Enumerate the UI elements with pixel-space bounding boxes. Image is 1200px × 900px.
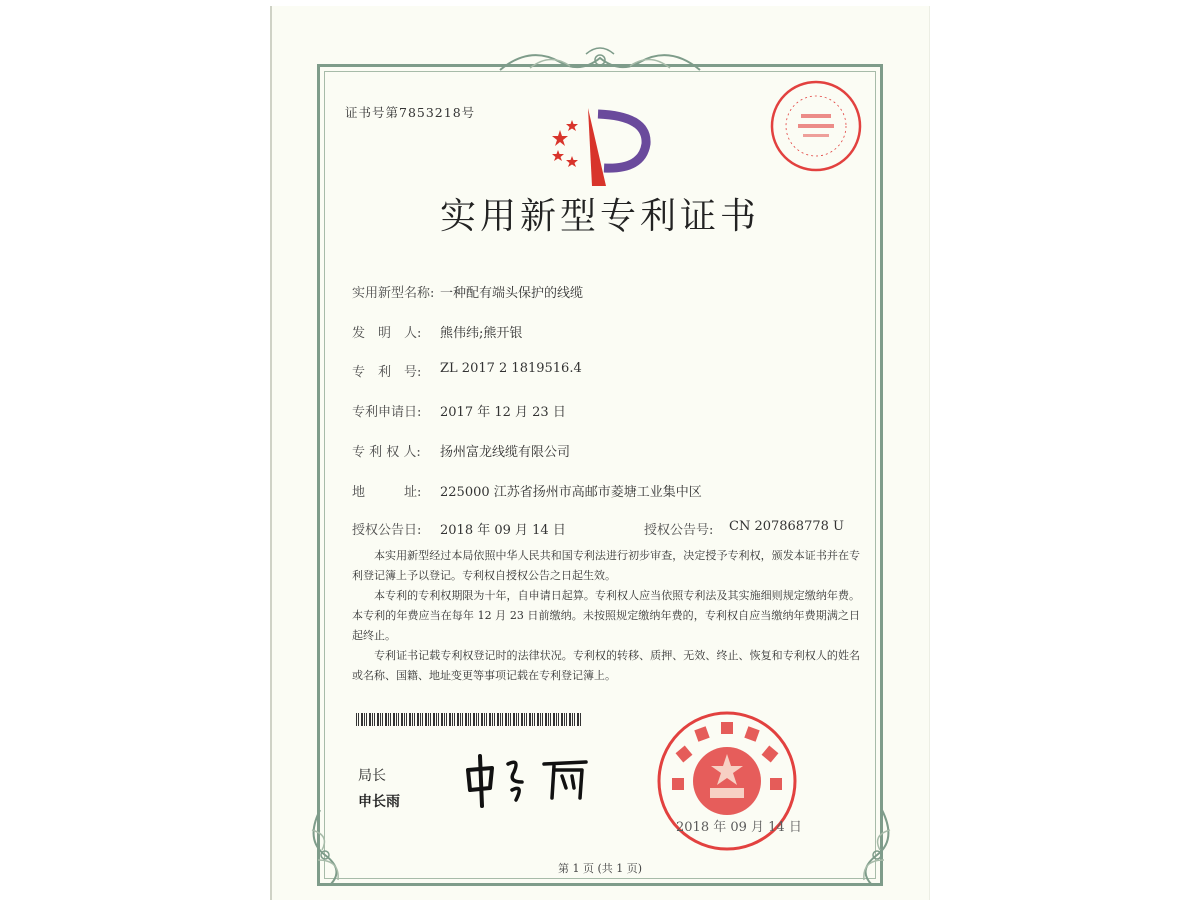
- certificate-number: 证书号第7853218号: [345, 105, 476, 120]
- patent-office-logo-icon: [548, 106, 660, 188]
- body-paragraph: 专利证书记载专利权登记时的法律状况。专利权的转移、质押、无效、终止、恢复和专利权人的姓名或名称、国籍、地址变更等事项记载在专利登记簿上。: [352, 649, 860, 682]
- body-paragraph: 本专利的专利权期限为十年，自申请日起算。专利权人应当依照专利法及其实施细则规定缴纳年费。本专利的年费应当在每年 12 月 23 日前缴纳。未按照规定缴纳年费的，专利权自应当缴纳年费期满之日起终止。: [352, 589, 860, 642]
- small-red-seal-icon: [768, 78, 864, 174]
- certificate-title: 实用新型专利证书: [439, 196, 760, 237]
- announcement-number-label: 授权公告号:: [644, 523, 714, 538]
- bottom-left-ornament: [300, 800, 370, 890]
- announcement-date-label: 授权公告日:: [352, 523, 422, 538]
- field-label-name: 实用新型名称:: [352, 286, 435, 301]
- body-paragraph: 本实用新型经过本局依照中华人民共和国专利法进行初步审查，决定授予专利权，颁发本证书并在专利登记簿上予以登记。专利权自授权公告之日起生效。: [352, 549, 860, 582]
- field-value-patent-number: ZL 2017 2 1819516.4: [440, 361, 582, 376]
- top-ornament: [490, 40, 710, 80]
- field-value-address: 225000 江苏省扬州市高邮市菱塘工业集中区: [440, 485, 702, 500]
- field-label-application-date: 专利申请日:: [352, 405, 422, 420]
- field-label-patentee: 专 利 权 人:: [352, 445, 421, 460]
- director-title: 局长: [358, 768, 386, 784]
- field-label-inventor: 发 明 人:: [352, 326, 422, 341]
- field-value-application-date: 2017 年 12 月 23 日: [440, 405, 566, 420]
- announcement-number-value: CN 207868778 U: [729, 519, 844, 534]
- seal-date: 2018 年 09 月 14 日: [676, 820, 802, 835]
- director-name: 申长雨: [358, 794, 400, 810]
- field-value-name: 一种配有端头保护的线缆: [440, 286, 584, 301]
- field-label-address: 地 址:: [352, 485, 422, 500]
- announcement-date-value: 2018 年 09 月 14 日: [440, 523, 566, 538]
- barcode: [356, 713, 582, 726]
- field-label-patent-number: 专 利 号:: [352, 365, 422, 380]
- bottom-right-ornament: [832, 800, 902, 890]
- page-number: 第 1 页 (共 1 页): [557, 862, 643, 875]
- director-signature: [458, 748, 608, 812]
- field-value-inventor: 熊伟纬;熊开银: [440, 326, 523, 341]
- certificate-body-text: [352, 546, 860, 686]
- field-value-patentee: 扬州富龙线缆有限公司: [440, 445, 571, 460]
